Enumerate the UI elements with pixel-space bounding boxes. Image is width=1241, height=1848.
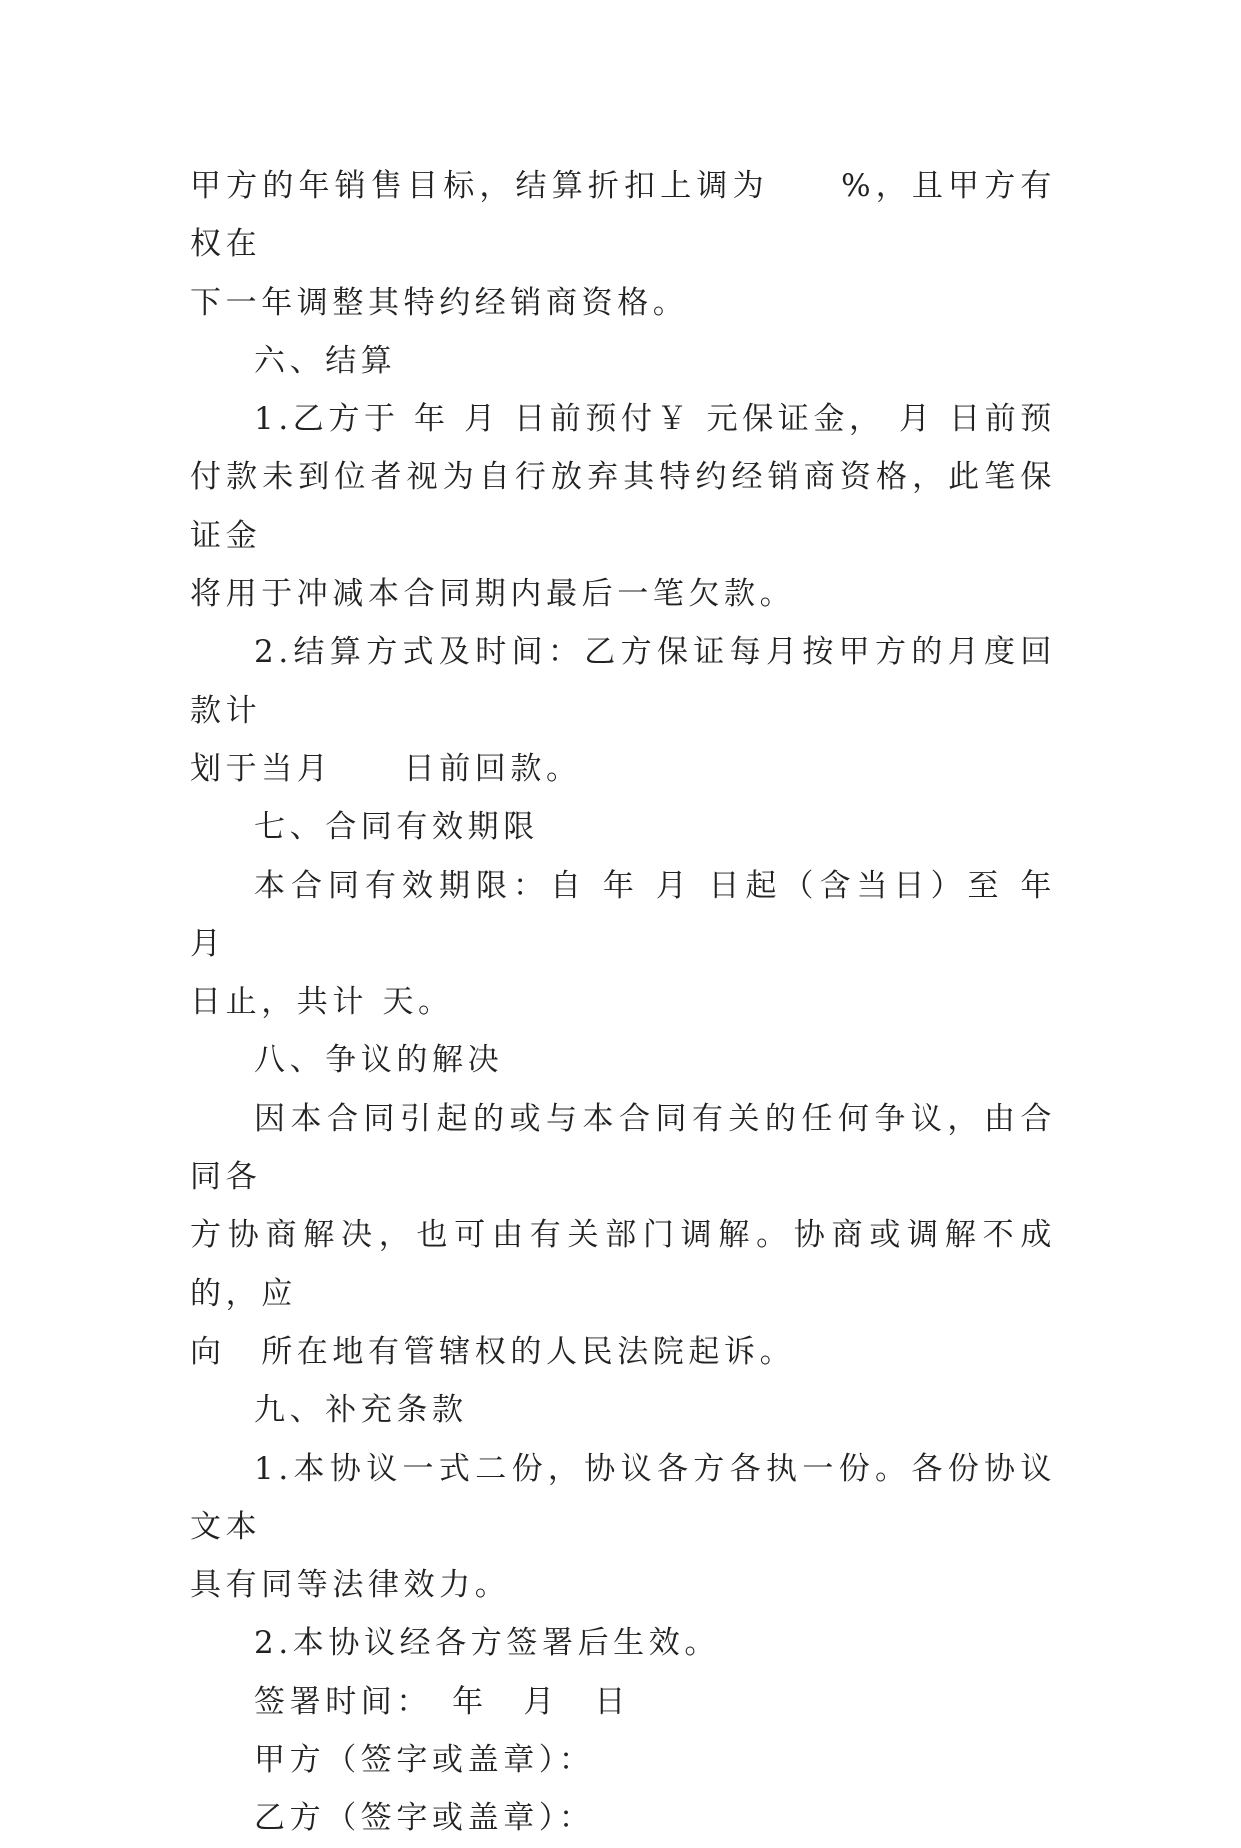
line: 方协商解决，也可由有关部门调解。协商或调解不成的，应: [190, 1217, 1056, 1312]
line: 2.本协议经各方签署后生效。: [254, 1625, 720, 1662]
line: 甲方的年销售目标，结算折扣上调为 %，且甲方有权在: [190, 168, 1056, 263]
section-heading-validity: [190, 798, 1056, 856]
section-heading-dispute: [190, 1031, 1056, 1089]
line: 付款未到位者视为自行放弃其特约经销商资格，此笔保证金: [190, 459, 1056, 554]
party-a-signature: [190, 1731, 1056, 1789]
line: 1.本协议一式二份，协议各方各执一份。各份协议文本: [190, 1450, 1056, 1545]
line: 向 所在地有管辖权的人民法院起诉。: [190, 1333, 796, 1370]
section-heading-settlement: [190, 332, 1056, 390]
line: 六、结算: [254, 342, 397, 379]
paragraph-dispute-resolution: [190, 1090, 1056, 1381]
line: 下一年调整其特约经销商资格。: [190, 284, 689, 321]
paragraph-validity-period: [190, 857, 1071, 1032]
line: 七、合同有效期限: [254, 809, 539, 846]
line: 签署时间： 年 月 日: [254, 1683, 631, 1720]
line: 将用于冲减本合同期内最后一笔欠款。: [190, 576, 796, 613]
line: 乙方（签字或盖章）：: [254, 1800, 595, 1837]
document-body: [190, 157, 1071, 1848]
paragraph-settlement-method: [190, 623, 1056, 798]
line: 具有同等法律效力。: [190, 1567, 511, 1604]
line: 划于当月 日前回款。: [190, 750, 582, 787]
line: 甲方（签字或盖章）：: [254, 1742, 595, 1779]
line: 2.结算方式及时间：乙方保证每月按甲方的月度回款计: [190, 634, 1056, 729]
line: 日止，共计 天。: [190, 984, 454, 1021]
section-heading-supplementary: [190, 1381, 1056, 1439]
line: 九、补充条款: [254, 1392, 468, 1429]
party-b-signature: [190, 1789, 1056, 1847]
line: 1.乙方于 年 月 日前预付￥ 元保证金， 月 日前预: [254, 401, 1056, 438]
line: 本合同有效期限：自 年 月 日起（含当日）至 年 月: [190, 867, 1071, 962]
line: 八、争议的解决: [254, 1042, 504, 1079]
signing-date: [190, 1673, 1056, 1731]
line: 因本合同引起的或与本合同有关的任何争议，由合同各: [190, 1100, 1056, 1196]
paragraph-sales-target: [190, 157, 1056, 332]
paragraph-copies: [190, 1440, 1056, 1615]
paragraph-effective: [190, 1614, 1056, 1672]
paragraph-deposit: [190, 390, 1056, 623]
